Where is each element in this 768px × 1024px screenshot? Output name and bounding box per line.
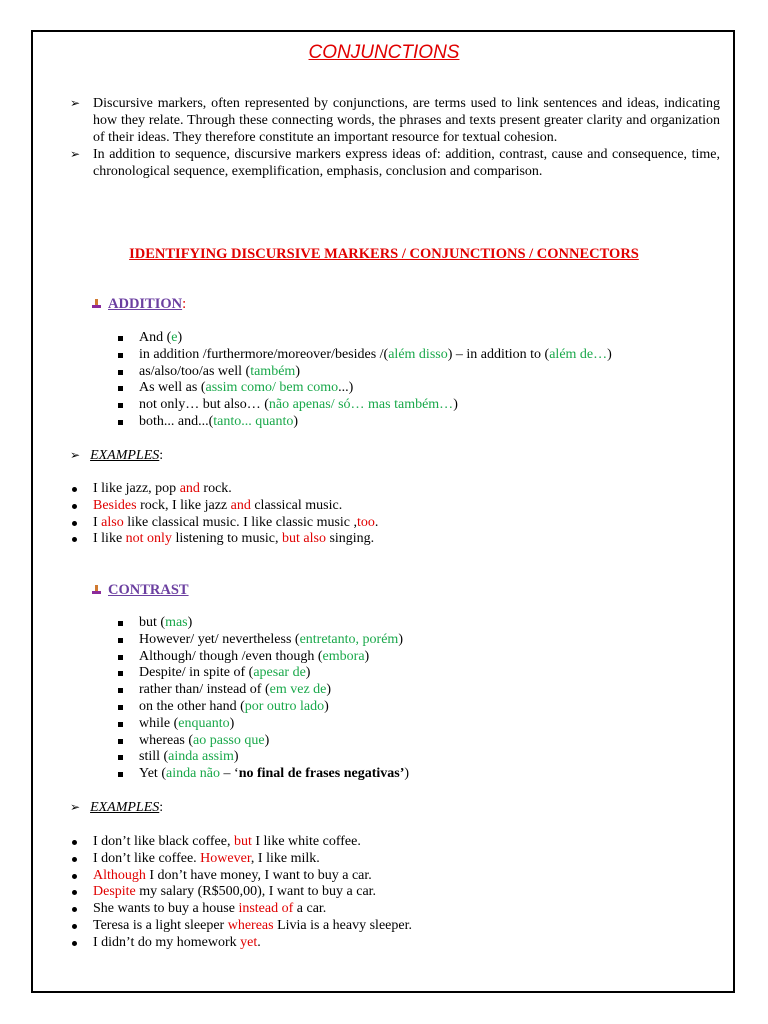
english-term: Despite/ in spite of ( [139, 665, 254, 681]
arrow-bullet-icon: ➢ [70, 448, 81, 462]
portuguese-translation: por outro lado [244, 698, 325, 714]
usage-note: no final de frases negativas’ [238, 766, 405, 782]
punctuation: ) [453, 397, 458, 413]
punctuation: ) [364, 648, 370, 664]
punctuation: ) [233, 749, 239, 765]
intro-list [70, 95, 720, 180]
english-term: And ( [139, 330, 172, 345]
arrow-bullet-icon: ➢ [70, 96, 81, 110]
portuguese-translation: assim como/ bem como [205, 380, 339, 396]
example-sentence [70, 834, 412, 851]
highlighted-connector: and [179, 481, 200, 496]
vocab-item [117, 615, 409, 632]
pin-icon [92, 585, 102, 595]
vocab-item [117, 649, 409, 666]
highlighted-connector: yet [240, 934, 258, 950]
contrast-heading [92, 582, 189, 599]
vocab-item [117, 364, 612, 381]
example-sentence [70, 481, 378, 498]
portuguese-translation: apesar de [253, 665, 306, 681]
english-term: still ( [139, 749, 169, 765]
punctuation: ) [324, 698, 329, 714]
vocab-item [117, 414, 612, 431]
sentence-text: I don’t have money, I want to buy a car. [145, 867, 372, 883]
addition-heading-label: ADDITION [108, 296, 183, 312]
example-sentence [70, 935, 412, 952]
punctuation: ) [293, 413, 299, 429]
sentence-text: I don’t like coffee. [93, 850, 201, 866]
sentence-text: classical music. [250, 497, 343, 513]
addition-examples-list [70, 481, 378, 548]
portuguese-translation: além disso [388, 346, 448, 362]
punctuation: ) [229, 715, 235, 731]
punctuation: ) [305, 665, 311, 681]
sentence-text: I [93, 514, 102, 530]
highlighted-connector: and [230, 497, 251, 513]
punctuation: ) [326, 682, 332, 698]
highlighted-connector: whereas [227, 917, 274, 933]
example-sentence [70, 901, 412, 918]
sentence-text: , I like milk. [250, 850, 320, 866]
portuguese-translation: também [250, 363, 296, 379]
vocab-item [117, 682, 409, 699]
vocab-item [117, 665, 409, 682]
english-term: Although/ though /even though ( [139, 648, 323, 664]
punctuation: ) [187, 615, 193, 630]
highlighted-connector: Although [93, 867, 146, 883]
highlighted-connector: too [357, 514, 375, 530]
english-term: whereas ( [139, 732, 194, 748]
sentence-text: . [257, 934, 261, 950]
punctuation: ...) [338, 380, 354, 396]
sentence-text: . [374, 514, 379, 530]
highlighted-connector: instead of [238, 901, 294, 917]
example-sentence [70, 884, 412, 901]
vocab-item [117, 330, 612, 347]
example-sentence [70, 515, 378, 532]
highlighted-connector: also [101, 514, 124, 530]
punctuation: ) [264, 732, 270, 748]
sentence-text: singing. [325, 531, 375, 547]
sentence-text: like classical music. I like classic music , [123, 514, 358, 530]
contrast-examples-list [70, 834, 412, 952]
arrow-bullet-icon: ➢ [70, 147, 81, 161]
vocab-item [117, 749, 409, 766]
sentence-text: Livia is a heavy sleeper. [273, 917, 412, 933]
vocab-item [117, 766, 409, 783]
punctuation: ) [607, 346, 612, 362]
sentence-text: I don’t like black coffee, [93, 834, 234, 849]
punctuation: ) [295, 363, 300, 379]
portuguese-translation: não apenas/ só… mas também… [268, 397, 454, 413]
vocab-item [117, 632, 409, 649]
vocab-item [117, 733, 409, 750]
pin-icon [92, 299, 102, 309]
portuguese-translation: ainda não [165, 766, 221, 782]
vocab-item [117, 380, 612, 397]
sentence-text: I like white coffee. [251, 834, 361, 849]
examples-label: EXAMPLES [90, 448, 160, 463]
sentence-text: rock. [199, 481, 232, 496]
intro-item [70, 146, 720, 180]
punctuation: ) [177, 330, 183, 345]
vocab-item [117, 716, 409, 733]
english-term: Yet ( [139, 766, 166, 782]
examples-label: EXAMPLES [90, 800, 160, 815]
addition-heading [92, 296, 186, 313]
example-sentence [70, 498, 378, 515]
highlighted-connector: Despite [93, 884, 136, 900]
portuguese-translation: enquanto [178, 715, 230, 731]
english-term: However/ yet/ nevertheless ( [139, 631, 300, 647]
english-term: As well as ( [139, 380, 206, 396]
portuguese-translation: entretanto, porém [299, 631, 399, 647]
vocab-item [117, 347, 612, 364]
section-heading: IDENTIFYING DISCURSIVE MARKERS / CONJUNCTIONS / CONNECTORS [129, 246, 639, 262]
sentence-text: I like [93, 531, 126, 547]
highlighted-connector: but also [282, 531, 326, 547]
intro-text: Discursive markers, often represented by conjunctions, are terms used to link sentences and ideas, indicating how they relate. Through these connecting words, the phrases and texts present greater clarity and organization of their ideas. They therefore constitute an important resource for textual cohesion. [93, 96, 720, 145]
punctuation: ) [398, 631, 403, 647]
contrast-list [117, 615, 409, 783]
sentence-text: Teresa is a light sleeper [93, 917, 228, 933]
page-title: CONJUNCTIONS [308, 42, 460, 63]
portuguese-translation: ainda assim [168, 749, 234, 765]
portuguese-translation: mas [165, 615, 188, 630]
punctuation: ) [404, 766, 410, 782]
contrast-heading-label: CONTRAST [108, 582, 189, 598]
portuguese-translation: além de… [549, 346, 608, 362]
example-sentence [70, 851, 412, 868]
sentence-text: I didn’t do my homework [93, 934, 241, 950]
addition-list [117, 330, 612, 431]
sentence-text: listening to music, [171, 531, 282, 547]
english-term: while ( [139, 715, 179, 731]
example-sentence [70, 531, 378, 548]
sentence-text: I like jazz, pop [93, 481, 180, 496]
intro-item [70, 95, 720, 146]
highlighted-connector: not only [125, 531, 172, 547]
contrast-examples-heading: ➢ EXAMPLES: [70, 800, 164, 815]
sentence-text: rock, I like jazz [136, 497, 231, 513]
english-term: but ( [139, 615, 166, 630]
english-term: on the other hand ( [139, 698, 245, 714]
english-term: both... and...( [139, 413, 214, 429]
english-term: in addition /furthermore/moreover/besides /( [139, 346, 389, 362]
sentence-text: a car. [293, 901, 327, 917]
english-term: rather than/ instead of ( [139, 682, 270, 698]
english-term: as/also/too/as well ( [139, 363, 251, 379]
sentence-text: She wants to buy a house [93, 901, 239, 917]
sentence-text: my salary (R$500,00), I want to buy a car. [135, 884, 377, 900]
addition-examples-heading: ➢ EXAMPLES: [70, 448, 164, 463]
highlighted-connector: but [233, 834, 252, 849]
vocab-item [117, 397, 612, 414]
arrow-bullet-icon: ➢ [70, 800, 81, 814]
english-term: – ‘ [220, 766, 239, 782]
portuguese-translation: e [171, 330, 178, 345]
highlighted-connector: Besides [93, 497, 137, 513]
example-sentence [70, 868, 412, 885]
english-term: not only… but also… ( [139, 397, 269, 413]
portuguese-translation: tanto... quanto [213, 413, 294, 429]
portuguese-translation: ao passo que [193, 732, 265, 748]
english-term: ) – in addition to ( [447, 346, 550, 362]
intro-text: In addition to sequence, discursive markers express ideas of: addition, contrast, cause and consequence, time, chronological sequence, exemplification, emphasis, conclusion and comparison. [93, 147, 720, 179]
highlighted-connector: However [200, 850, 251, 866]
addition-heading-colon: : [182, 296, 187, 312]
portuguese-translation: embora [322, 648, 365, 664]
example-sentence [70, 918, 412, 935]
portuguese-translation: em vez de [269, 682, 327, 698]
vocab-item [117, 699, 409, 716]
